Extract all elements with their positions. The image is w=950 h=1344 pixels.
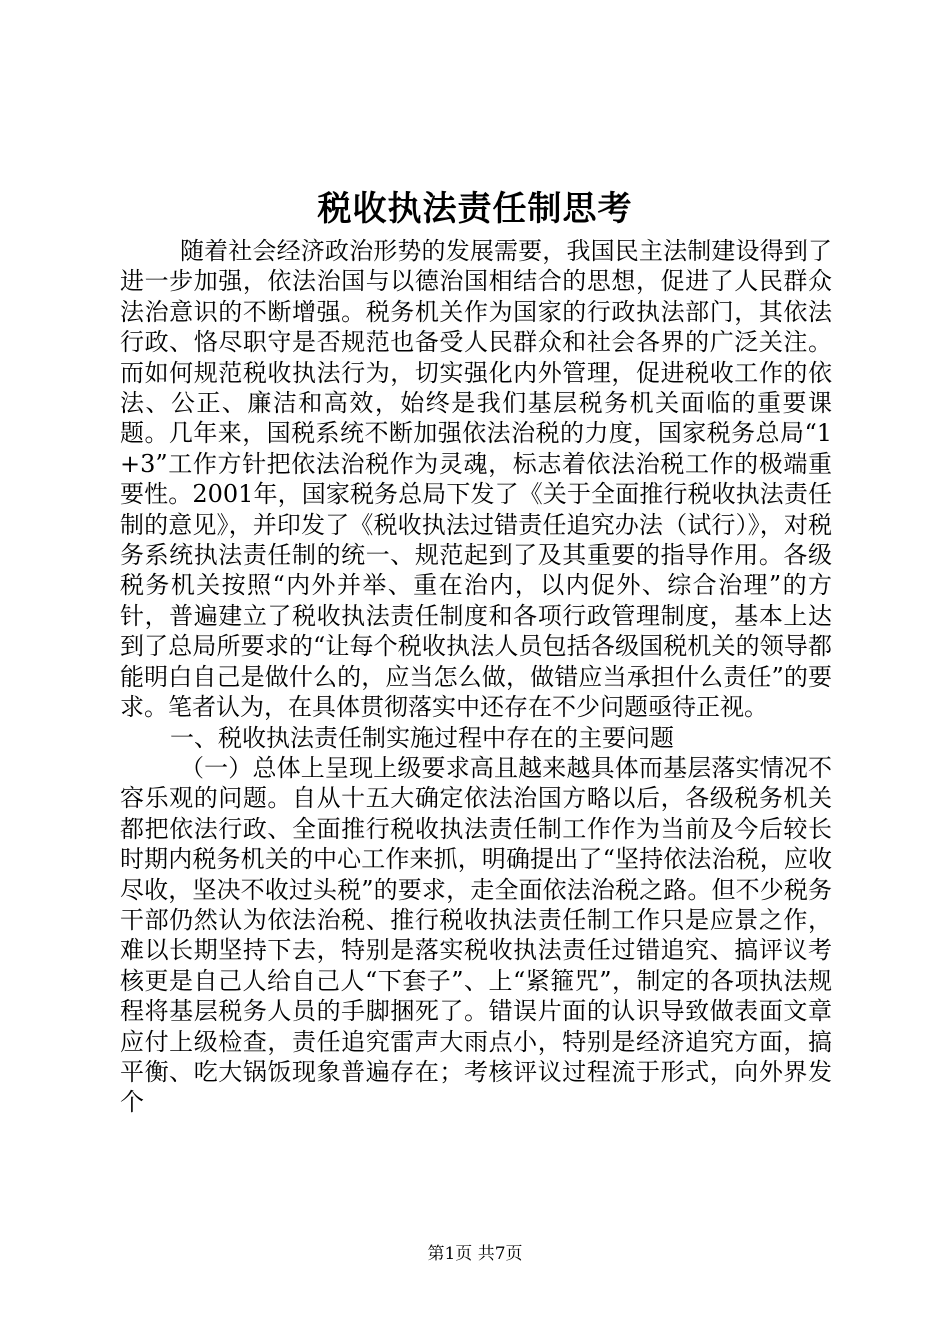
document-body (120, 236, 832, 1118)
body-paragraph-problem-1: （一）总体上呈现上级要求高且越来越具体而基层落实情况不容乐观的问题。自从十五大确定依法治国方略以后，各级税务机关都把依法行政、全面推行税收执法责任制工作作为当前及今后较长时期内税务机关的中心工作来抓，明确提出了“坚持依法治税，应收尽收，坚决不收过头税”的要求，走全面依法治税之路。但不少税务干部仍然认为依法治税、推行税收执法责任制工作只是应景之作，难以长期坚持下去，特别是落实税收执法责任过错追究、搞评议考核更是自己人给自己人“下套子”、上“紧箍咒”，制定的各项执法规程将基层税务人员的手脚捆死了。错误片面的认识导致做表面文章应付上级检查，责任追究雷声大雨点小，特别是经济追究方面，搞平衡、吃大锅饭现象普遍存在；考核评议过程流于形式，向外界发个 (120, 753, 832, 1117)
document-title: 税收执法责任制思考 (317, 189, 633, 229)
section-heading: 一、税收执法责任制实施过程中存在的主要问题 (170, 723, 674, 752)
body-paragraph-intro: 随着社会经济政治形势的发展需要，我国民主法制建设得到了进一步加强，依法治国与以德治国相结合的思想，促进了人民群众法治意识的不断增强。税务机关作为国家的行政执法部门，其依法行政、恪尽职守是否规范也备受人民群众和社会各界的广泛关注。而如何规范税收执法行为，切实强化内外管理，促进税收工作的依法、公正、廉洁和高效，始终是我们基层税务机关面临的重要课题。几年来，国税系统不断加强依法治税的力度，国家税务总局“1+3”工作方针把依法治税作为灵魂，标志着依法治税工作的极端重要性。2001年，国家税务总局下发了《关于全面推行税收执法责任制的意见》，并印发了《税收执法过错责任追究办法（试行）》，对税务系统执法责任制的统一、规范起到了及其重要的指导作用。各级税务机关按照“内外并举、重在治内，以内促外、综合治理”的方针，普遍建立了税收执法责任制度和各项行政管理制度，基本上达到了总局所要求的“让每个税收执法人员包括各级国税机关的领导都能明白自己是做什么的，应当怎么做，做错应当承担什么责任”的要求。笔者认为，在具体贯彻落实中还存在不少问题亟待正视。 (120, 237, 832, 722)
page-footer: 第1页 共7页 (427, 1244, 523, 1264)
